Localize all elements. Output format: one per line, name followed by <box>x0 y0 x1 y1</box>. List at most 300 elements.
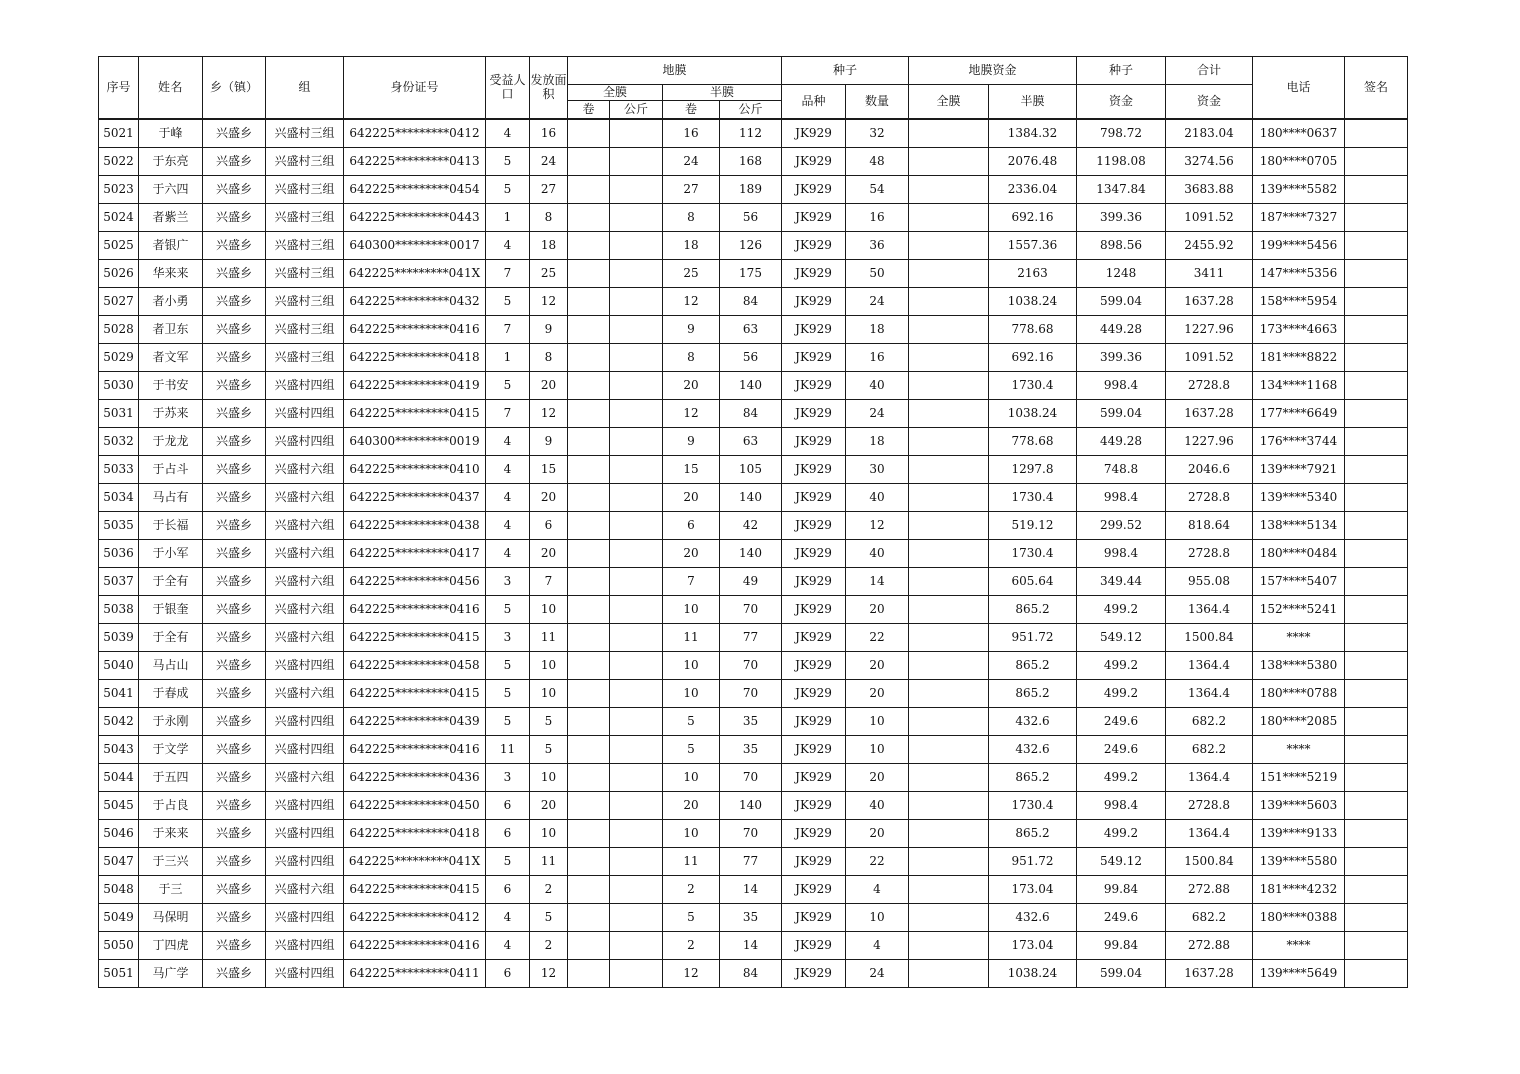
cell-beneficiaries: 5 <box>486 848 530 876</box>
cell-quantity: 10 <box>846 736 909 764</box>
cell-seq: 5033 <box>99 456 139 484</box>
cell-phone: 176****3744 <box>1253 428 1345 456</box>
cell-variety: JK929 <box>782 820 846 848</box>
cell-phone: 177****6649 <box>1253 400 1345 428</box>
cell-name: 丁四虎 <box>139 932 203 960</box>
cell-township: 兴盛乡 <box>203 848 266 876</box>
cell-seed-funds: 499.2 <box>1077 764 1166 792</box>
cell-total-funds: 1364.4 <box>1166 652 1253 680</box>
header-half-kg: 公斤 <box>720 101 782 120</box>
cell-beneficiaries: 6 <box>486 820 530 848</box>
cell-group: 兴盛村四组 <box>266 372 344 400</box>
cell-name: 于峰 <box>139 119 203 148</box>
cell-full-kg <box>610 568 663 596</box>
cell-seed-funds: 499.2 <box>1077 596 1166 624</box>
cell-total-funds: 1227.96 <box>1166 316 1253 344</box>
cell-id-card: 642225*********0439 <box>344 708 486 736</box>
cell-quantity: 24 <box>846 288 909 316</box>
cell-film-half-funds: 2336.04 <box>989 176 1077 204</box>
cell-group: 兴盛村四组 <box>266 848 344 876</box>
cell-phone: 180****2085 <box>1253 708 1345 736</box>
cell-film-full-funds <box>909 456 989 484</box>
cell-variety: JK929 <box>782 232 846 260</box>
cell-total-funds: 3411 <box>1166 260 1253 288</box>
cell-quantity: 50 <box>846 260 909 288</box>
cell-quantity: 14 <box>846 568 909 596</box>
header-township: 乡（镇） <box>203 57 266 120</box>
cell-group: 兴盛村四组 <box>266 792 344 820</box>
table-row <box>99 932 1408 960</box>
cell-total-funds: 2728.8 <box>1166 484 1253 512</box>
cell-full-kg <box>610 456 663 484</box>
cell-beneficiaries: 3 <box>486 624 530 652</box>
cell-film-half-funds: 432.6 <box>989 904 1077 932</box>
cell-group: 兴盛村三组 <box>266 232 344 260</box>
cell-total-funds: 2455.92 <box>1166 232 1253 260</box>
cell-signature <box>1345 344 1408 372</box>
cell-quantity: 22 <box>846 624 909 652</box>
header-seed-funds: 资金 <box>1077 85 1166 120</box>
cell-area: 10 <box>530 680 568 708</box>
cell-seed-funds: 1248 <box>1077 260 1166 288</box>
header-film-funds: 地膜资金 <box>909 57 1077 85</box>
table-row <box>99 260 1408 288</box>
cell-total-funds: 2728.8 <box>1166 372 1253 400</box>
cell-total-funds: 1364.4 <box>1166 820 1253 848</box>
cell-name: 于占斗 <box>139 456 203 484</box>
cell-seq: 5035 <box>99 512 139 540</box>
cell-beneficiaries: 4 <box>486 512 530 540</box>
cell-film-full-funds <box>909 848 989 876</box>
cell-seed-funds: 549.12 <box>1077 848 1166 876</box>
cell-phone: 134****1168 <box>1253 372 1345 400</box>
cell-phone: 199****5456 <box>1253 232 1345 260</box>
cell-film-full-funds <box>909 624 989 652</box>
cell-township: 兴盛乡 <box>203 148 266 176</box>
cell-film-half-funds: 865.2 <box>989 680 1077 708</box>
cell-seed-funds: 399.36 <box>1077 344 1166 372</box>
cell-quantity: 20 <box>846 596 909 624</box>
cell-film-full-funds <box>909 680 989 708</box>
cell-phone: 139****5580 <box>1253 848 1345 876</box>
cell-beneficiaries: 6 <box>486 876 530 904</box>
cell-variety: JK929 <box>782 344 846 372</box>
cell-name: 者银广 <box>139 232 203 260</box>
cell-film-half-funds: 1730.4 <box>989 540 1077 568</box>
header-seed: 种子 <box>782 57 909 85</box>
cell-half-roll: 20 <box>663 484 720 512</box>
cell-beneficiaries: 5 <box>486 148 530 176</box>
cell-film-half-funds: 778.68 <box>989 428 1077 456</box>
cell-seed-funds: 1347.84 <box>1077 176 1166 204</box>
cell-half-kg: 56 <box>720 204 782 232</box>
cell-group: 兴盛村三组 <box>266 344 344 372</box>
cell-signature <box>1345 568 1408 596</box>
header-seed-funds-top: 种子 <box>1077 57 1166 85</box>
cell-area: 12 <box>530 288 568 316</box>
table-row <box>99 848 1408 876</box>
cell-township: 兴盛乡 <box>203 176 266 204</box>
cell-full-roll <box>568 652 610 680</box>
table-row <box>99 764 1408 792</box>
cell-full-kg <box>610 736 663 764</box>
cell-phone: 147****5356 <box>1253 260 1345 288</box>
cell-beneficiaries: 4 <box>486 540 530 568</box>
cell-area: 5 <box>530 904 568 932</box>
cell-half-kg: 70 <box>720 764 782 792</box>
cell-signature <box>1345 540 1408 568</box>
cell-seq: 5034 <box>99 484 139 512</box>
cell-half-roll: 2 <box>663 932 720 960</box>
cell-area: 7 <box>530 568 568 596</box>
cell-beneficiaries: 5 <box>486 708 530 736</box>
cell-area: 10 <box>530 652 568 680</box>
cell-beneficiaries: 5 <box>486 680 530 708</box>
cell-total-funds: 1364.4 <box>1166 680 1253 708</box>
cell-total-funds: 1637.28 <box>1166 960 1253 988</box>
cell-township: 兴盛乡 <box>203 512 266 540</box>
cell-film-half-funds: 951.72 <box>989 848 1077 876</box>
table-row <box>99 540 1408 568</box>
cell-township: 兴盛乡 <box>203 680 266 708</box>
cell-full-roll <box>568 932 610 960</box>
cell-name: 者卫东 <box>139 316 203 344</box>
cell-signature <box>1345 484 1408 512</box>
cell-half-kg: 140 <box>720 792 782 820</box>
cell-id-card: 642225*********0416 <box>344 736 486 764</box>
cell-film-half-funds: 432.6 <box>989 736 1077 764</box>
cell-phone: 139****5649 <box>1253 960 1345 988</box>
cell-area: 16 <box>530 119 568 148</box>
cell-seq: 5031 <box>99 400 139 428</box>
cell-variety: JK929 <box>782 540 846 568</box>
cell-total-funds: 272.88 <box>1166 932 1253 960</box>
cell-seq: 5051 <box>99 960 139 988</box>
cell-full-kg <box>610 372 663 400</box>
cell-total-funds: 3683.88 <box>1166 176 1253 204</box>
cell-group: 兴盛村四组 <box>266 820 344 848</box>
cell-signature <box>1345 932 1408 960</box>
cell-variety: JK929 <box>782 400 846 428</box>
cell-film-half-funds: 1038.24 <box>989 960 1077 988</box>
cell-quantity: 24 <box>846 400 909 428</box>
cell-signature <box>1345 288 1408 316</box>
table-row <box>99 876 1408 904</box>
cell-full-kg <box>610 652 663 680</box>
cell-full-roll <box>568 400 610 428</box>
table-row <box>99 400 1408 428</box>
cell-total-funds: 1227.96 <box>1166 428 1253 456</box>
cell-film-full-funds <box>909 960 989 988</box>
cell-group: 兴盛村四组 <box>266 428 344 456</box>
cell-phone: 139****5582 <box>1253 176 1345 204</box>
cell-quantity: 10 <box>846 904 909 932</box>
cell-half-roll: 20 <box>663 792 720 820</box>
cell-total-funds: 1500.84 <box>1166 624 1253 652</box>
cell-film-full-funds <box>909 792 989 820</box>
cell-film-full-funds <box>909 344 989 372</box>
cell-full-kg <box>610 428 663 456</box>
cell-beneficiaries: 7 <box>486 316 530 344</box>
cell-half-roll: 24 <box>663 148 720 176</box>
cell-area: 18 <box>530 232 568 260</box>
cell-variety: JK929 <box>782 960 846 988</box>
cell-area: 24 <box>530 148 568 176</box>
cell-quantity: 12 <box>846 512 909 540</box>
cell-full-roll <box>568 540 610 568</box>
cell-name: 于龙龙 <box>139 428 203 456</box>
cell-film-full-funds <box>909 119 989 148</box>
cell-quantity: 16 <box>846 204 909 232</box>
cell-beneficiaries: 4 <box>486 904 530 932</box>
cell-id-card: 642225*********0411 <box>344 960 486 988</box>
cell-seed-funds: 798.72 <box>1077 119 1166 148</box>
cell-signature <box>1345 848 1408 876</box>
cell-film-half-funds: 865.2 <box>989 820 1077 848</box>
header-seq: 序号 <box>99 57 139 120</box>
cell-full-kg <box>610 176 663 204</box>
cell-half-kg: 189 <box>720 176 782 204</box>
cell-full-kg <box>610 119 663 148</box>
cell-group: 兴盛村六组 <box>266 512 344 540</box>
cell-film-full-funds <box>909 372 989 400</box>
cell-full-kg <box>610 484 663 512</box>
cell-film-full-funds <box>909 288 989 316</box>
table-row <box>99 176 1408 204</box>
cell-quantity: 54 <box>846 176 909 204</box>
cell-half-roll: 9 <box>663 428 720 456</box>
cell-name: 者小勇 <box>139 288 203 316</box>
cell-film-half-funds: 692.16 <box>989 344 1077 372</box>
header-quantity: 数量 <box>846 85 909 120</box>
cell-seed-funds: 599.04 <box>1077 400 1166 428</box>
cell-half-kg: 63 <box>720 316 782 344</box>
cell-phone: **** <box>1253 736 1345 764</box>
table-row <box>99 652 1408 680</box>
cell-seq: 5023 <box>99 176 139 204</box>
cell-seed-funds: 99.84 <box>1077 876 1166 904</box>
table-row <box>99 960 1408 988</box>
cell-beneficiaries: 4 <box>486 456 530 484</box>
cell-seed-funds: 449.28 <box>1077 428 1166 456</box>
cell-half-kg: 112 <box>720 119 782 148</box>
cell-half-kg: 14 <box>720 932 782 960</box>
cell-township: 兴盛乡 <box>203 596 266 624</box>
cell-half-roll: 10 <box>663 652 720 680</box>
cell-quantity: 48 <box>846 148 909 176</box>
cell-area: 5 <box>530 736 568 764</box>
cell-signature <box>1345 764 1408 792</box>
cell-total-funds: 1364.4 <box>1166 596 1253 624</box>
cell-seed-funds: 99.84 <box>1077 932 1166 960</box>
table-row <box>99 792 1408 820</box>
header-full-kg: 公斤 <box>610 101 663 120</box>
table-row <box>99 148 1408 176</box>
cell-seq: 5041 <box>99 680 139 708</box>
cell-full-kg <box>610 932 663 960</box>
cell-id-card: 642225*********0437 <box>344 484 486 512</box>
cell-beneficiaries: 4 <box>486 232 530 260</box>
cell-total-funds: 682.2 <box>1166 904 1253 932</box>
cell-full-kg <box>610 624 663 652</box>
table-row <box>99 512 1408 540</box>
cell-quantity: 24 <box>846 960 909 988</box>
cell-full-kg <box>610 316 663 344</box>
cell-area: 12 <box>530 960 568 988</box>
header-film: 地膜 <box>568 57 782 85</box>
cell-full-roll <box>568 820 610 848</box>
cell-seq: 5043 <box>99 736 139 764</box>
cell-half-kg: 35 <box>720 736 782 764</box>
cell-half-roll: 5 <box>663 904 720 932</box>
cell-group: 兴盛村六组 <box>266 680 344 708</box>
header-variety: 品种 <box>782 85 846 120</box>
cell-full-kg <box>610 260 663 288</box>
cell-seq: 5030 <box>99 372 139 400</box>
cell-seed-funds: 549.12 <box>1077 624 1166 652</box>
cell-quantity: 36 <box>846 232 909 260</box>
cell-film-full-funds <box>909 876 989 904</box>
cell-township: 兴盛乡 <box>203 652 266 680</box>
cell-area: 15 <box>530 456 568 484</box>
cell-full-roll <box>568 260 610 288</box>
cell-phone: 180****0484 <box>1253 540 1345 568</box>
cell-group: 兴盛村四组 <box>266 708 344 736</box>
cell-full-kg <box>610 344 663 372</box>
cell-id-card: 642225*********0416 <box>344 316 486 344</box>
table-row <box>99 708 1408 736</box>
cell-township: 兴盛乡 <box>203 820 266 848</box>
header-signature: 签名 <box>1345 57 1408 120</box>
cell-film-full-funds <box>909 652 989 680</box>
cell-full-roll <box>568 904 610 932</box>
cell-seed-funds: 299.52 <box>1077 512 1166 540</box>
cell-id-card: 642225*********0415 <box>344 400 486 428</box>
cell-full-roll <box>568 372 610 400</box>
cell-half-kg: 77 <box>720 624 782 652</box>
cell-id-card: 642225*********0412 <box>344 119 486 148</box>
cell-id-card: 642225*********0412 <box>344 904 486 932</box>
cell-beneficiaries: 5 <box>486 288 530 316</box>
cell-half-kg: 14 <box>720 876 782 904</box>
header-total-funds: 资金 <box>1166 85 1253 120</box>
cell-beneficiaries: 1 <box>486 344 530 372</box>
cell-half-kg: 77 <box>720 848 782 876</box>
cell-beneficiaries: 5 <box>486 372 530 400</box>
cell-name: 于东亮 <box>139 148 203 176</box>
cell-beneficiaries: 6 <box>486 960 530 988</box>
cell-signature <box>1345 176 1408 204</box>
cell-phone: 151****5219 <box>1253 764 1345 792</box>
cell-full-kg <box>610 232 663 260</box>
cell-phone: 138****5134 <box>1253 512 1345 540</box>
cell-variety: JK929 <box>782 119 846 148</box>
cell-id-card: 642225*********0415 <box>344 876 486 904</box>
cell-signature <box>1345 232 1408 260</box>
cell-half-roll: 10 <box>663 680 720 708</box>
cell-film-full-funds <box>909 904 989 932</box>
cell-full-kg <box>610 596 663 624</box>
cell-total-funds: 3274.56 <box>1166 148 1253 176</box>
table-row <box>99 232 1408 260</box>
cell-half-roll: 10 <box>663 764 720 792</box>
cell-name: 于书安 <box>139 372 203 400</box>
cell-film-half-funds: 173.04 <box>989 876 1077 904</box>
cell-total-funds: 1637.28 <box>1166 288 1253 316</box>
cell-full-roll <box>568 568 610 596</box>
cell-film-full-funds <box>909 736 989 764</box>
cell-half-roll: 15 <box>663 456 720 484</box>
cell-film-full-funds <box>909 512 989 540</box>
cell-total-funds: 818.64 <box>1166 512 1253 540</box>
cell-half-roll: 10 <box>663 596 720 624</box>
cell-film-half-funds: 1557.36 <box>989 232 1077 260</box>
cell-film-full-funds <box>909 232 989 260</box>
cell-phone: 152****5241 <box>1253 596 1345 624</box>
cell-signature <box>1345 260 1408 288</box>
cell-id-card: 640300*********0019 <box>344 428 486 456</box>
cell-total-funds: 2183.04 <box>1166 119 1253 148</box>
cell-township: 兴盛乡 <box>203 764 266 792</box>
cell-quantity: 4 <box>846 932 909 960</box>
cell-signature <box>1345 400 1408 428</box>
cell-name: 于长福 <box>139 512 203 540</box>
cell-film-full-funds <box>909 428 989 456</box>
cell-quantity: 20 <box>846 764 909 792</box>
cell-beneficiaries: 7 <box>486 400 530 428</box>
cell-seed-funds: 399.36 <box>1077 204 1166 232</box>
cell-seq: 5049 <box>99 904 139 932</box>
cell-seq: 5039 <box>99 624 139 652</box>
header-half-film: 半膜 <box>663 85 782 101</box>
cell-township: 兴盛乡 <box>203 624 266 652</box>
table-row <box>99 456 1408 484</box>
cell-full-roll <box>568 624 610 652</box>
cell-seed-funds: 599.04 <box>1077 960 1166 988</box>
cell-film-half-funds: 1730.4 <box>989 372 1077 400</box>
cell-township: 兴盛乡 <box>203 708 266 736</box>
cell-half-roll: 8 <box>663 344 720 372</box>
cell-beneficiaries: 11 <box>486 736 530 764</box>
cell-variety: JK929 <box>782 204 846 232</box>
cell-seq: 5040 <box>99 652 139 680</box>
cell-id-card: 642225*********0417 <box>344 540 486 568</box>
cell-township: 兴盛乡 <box>203 232 266 260</box>
cell-film-half-funds: 173.04 <box>989 932 1077 960</box>
cell-seq: 5021 <box>99 119 139 148</box>
cell-film-half-funds: 865.2 <box>989 596 1077 624</box>
cell-seq: 5036 <box>99 540 139 568</box>
cell-seed-funds: 249.6 <box>1077 904 1166 932</box>
cell-half-kg: 140 <box>720 540 782 568</box>
cell-total-funds: 682.2 <box>1166 736 1253 764</box>
cell-signature <box>1345 204 1408 232</box>
cell-phone: 158****5954 <box>1253 288 1345 316</box>
cell-group: 兴盛村四组 <box>266 904 344 932</box>
cell-name: 于来来 <box>139 820 203 848</box>
cell-signature <box>1345 736 1408 764</box>
cell-area: 11 <box>530 624 568 652</box>
cell-film-full-funds <box>909 400 989 428</box>
cell-half-kg: 35 <box>720 904 782 932</box>
cell-quantity: 18 <box>846 428 909 456</box>
cell-name: 马广学 <box>139 960 203 988</box>
cell-variety: JK929 <box>782 624 846 652</box>
cell-total-funds: 682.2 <box>1166 708 1253 736</box>
cell-full-kg <box>610 960 663 988</box>
header-film-full: 全膜 <box>909 85 989 120</box>
cell-group: 兴盛村四组 <box>266 932 344 960</box>
